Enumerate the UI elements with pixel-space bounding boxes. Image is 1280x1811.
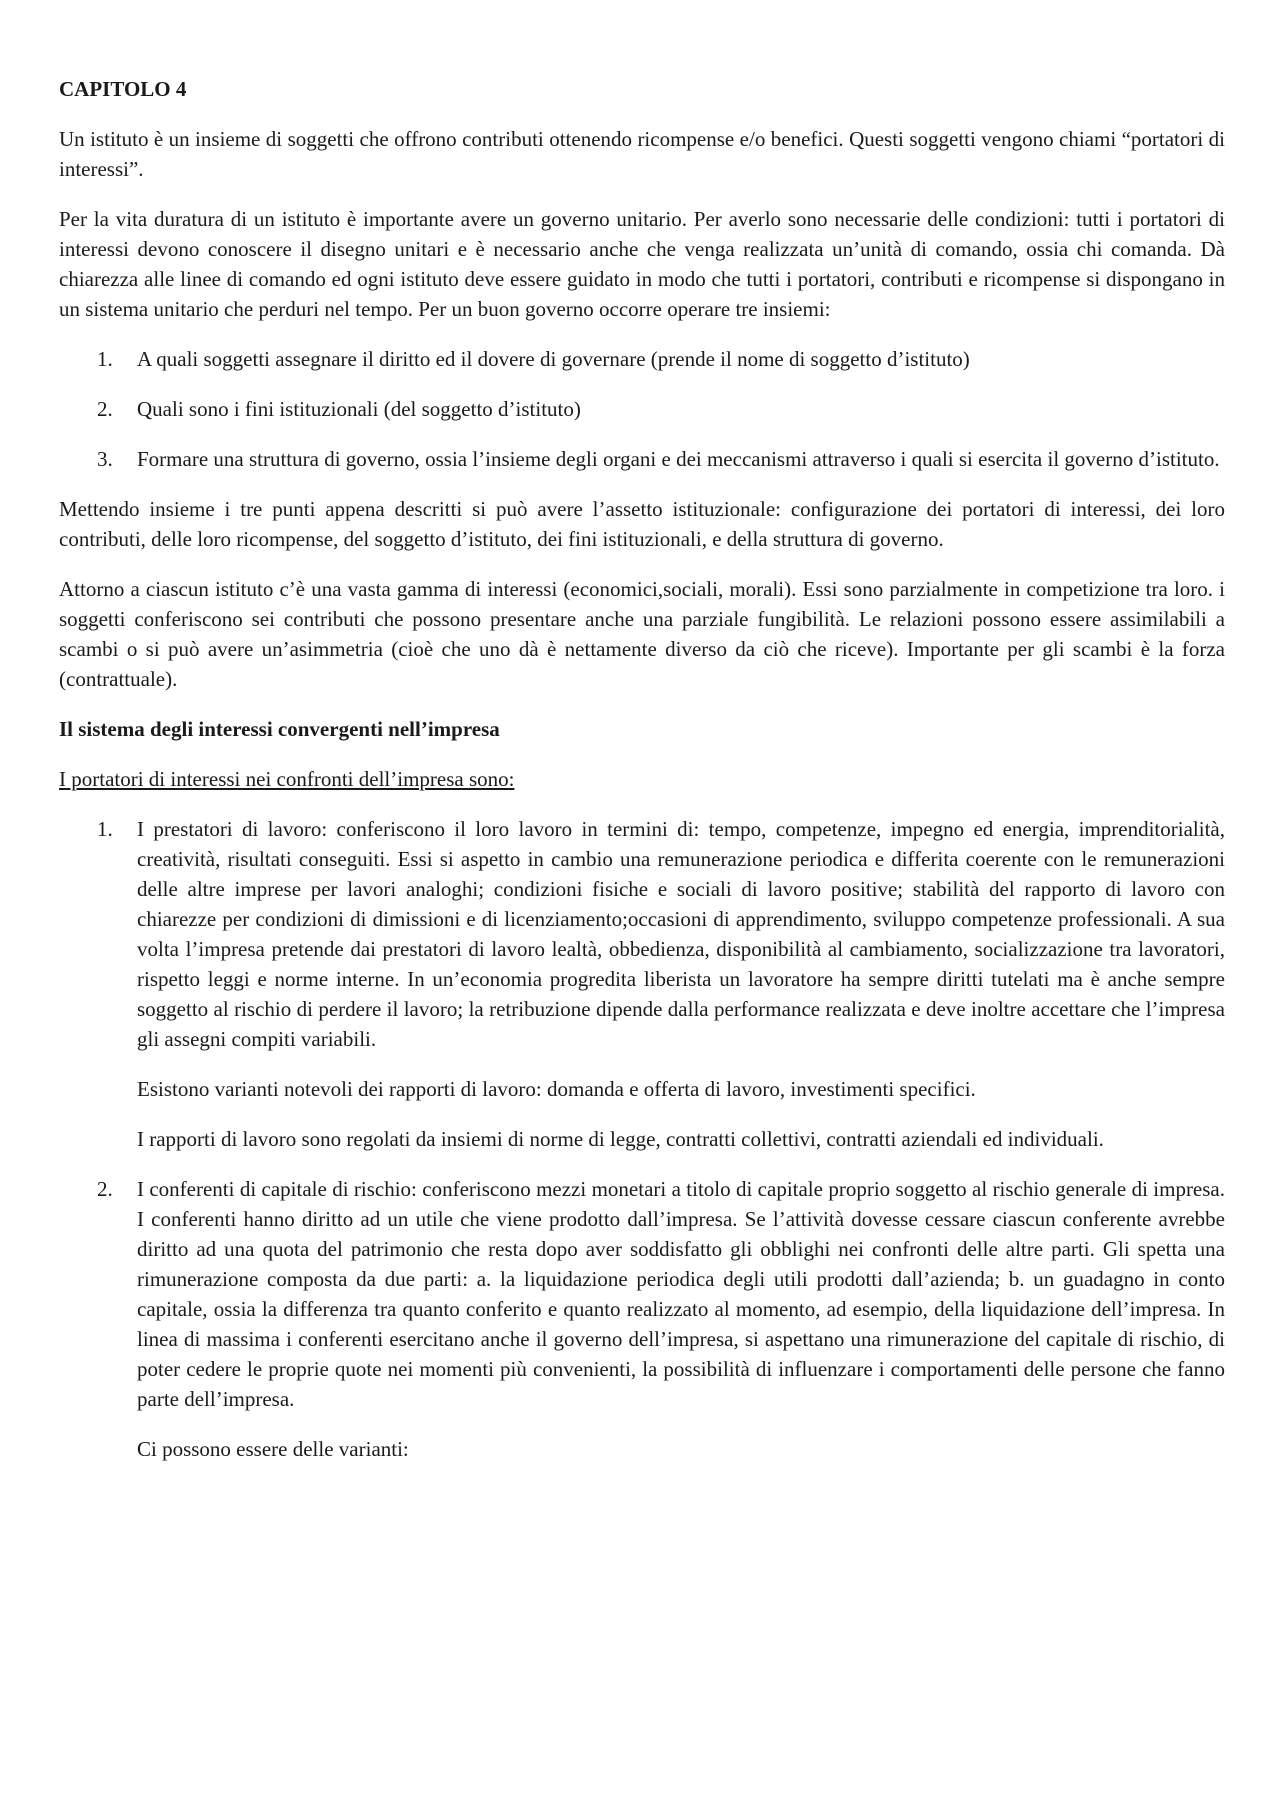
list-item-text: I prestatori di lavoro: conferiscono il loro lavoro in termini di: tempo, competenze, impegno ed energia, imprenditorialità, creatività, risultati conseguiti. Essi si aspetto in cambio una remunerazione periodica e differita coerente con le remunerazioni delle altre imprese per lavori analoghi; condizioni fisiche e sociali di lavoro positive; stabilità del rapporto di lavoro con chiarezze per condizioni di dimissioni e di licenziamento;occasioni di apprendimento, sviluppo competenze professionali. A sua volta l’impresa pretende dai prestatori di lavoro lealtà, obbedienza, disponibilità al cambiamento, socializzazione tra lavoratori, rispetto leggi e norme interne. In un’economia progredita liberista un lavoratore ha sempre diritti tutelati ma è anche sempre soggetto al rischio di perdere il lavoro; la retribuzione dipende dalla performance realizzata e deve inoltre accettare che l’impresa gli assegni compiti variabili. [137, 817, 1225, 1051]
list-item [59, 1174, 1225, 1414]
section-heading: Il sistema degli interessi convergenti nell’impresa [59, 717, 500, 741]
chapter-title: CAPITOLO 4 [59, 77, 187, 101]
list-number: 2. [97, 1177, 113, 1201]
intro-paragraph: Per la vita duratura di un istituto è importante avere un governo unitario. Per averlo sono necessarie delle condizioni: tutti i portatori di interessi devono conoscere il disegno unitari e è necessario anche che venga realizzata un’unità di comando, ossia chi comanda. Dà chiarezza alle linee di comando ed ogni istituto deve essere guidato in modo che tutti i portatori, contributi e ricompense si dispongano in un sistema unitario che perduri nel tempo. Per un buon governo occorre operare tre insiemi: [59, 207, 1225, 321]
section-subheading: I portatori di interessi nei confronti dell’impresa sono: [59, 767, 515, 791]
list-item-paragraph: Esistono varianti notevoli dei rapporti di lavoro: domanda e offerta di lavoro, investimenti specifici. [137, 1077, 976, 1101]
list-item-paragraph: Ci possono essere delle varianti: [137, 1437, 409, 1461]
body-paragraph: Attorno a ciascun istituto c’è una vasta gamma di interessi (economici,sociali, morali). Essi sono parzialmente in competizione tra loro. i soggetti conferiscono sei contributi che possono presentare anche una parziale fungibilità. Le relazioni possono essere assimilabili a scambi o si può avere un’asimmetria (cioè che uno dà è nettamente diverso da ciò che riceve). Importante per gli scambi è la forza (contrattuale). [59, 577, 1225, 691]
list-item-text: A quali soggetti assegnare il diritto ed il dovere di governare (prende il nome di soggetto d’istituto) [137, 347, 970, 371]
list-number: 1. [97, 817, 113, 841]
list-item [59, 444, 1225, 474]
list-number: 3. [97, 447, 113, 471]
list-item [59, 394, 1225, 424]
list-number: 1. [97, 347, 113, 371]
stakeholders-list [59, 814, 1225, 1054]
list-number: 2. [97, 397, 113, 421]
body-paragraph: Mettendo insieme i tre punti appena descritti si può avere l’assetto istituzionale: configurazione dei portatori di interessi, dei loro contributi, delle loro ricompense, del soggetto d’istituto, dei fini istituzionali, e della struttura di governo. [59, 497, 1225, 551]
document-page [59, 74, 1225, 1484]
governance-list [59, 344, 1225, 474]
list-item-text: Quali sono i fini istituzionali (del soggetto d’istituto) [137, 397, 581, 421]
list-item-text: Formare una struttura di governo, ossia l’insieme degli organi e dei meccanismi attraverso i quali si esercita il governo d’istituto. [137, 447, 1220, 471]
list-item-paragraph: I rapporti di lavoro sono regolati da insiemi di norme di legge, contratti collettivi, contratti aziendali ed individuali. [137, 1127, 1104, 1151]
stakeholders-list-continued [59, 1174, 1225, 1414]
list-item [59, 344, 1225, 374]
intro-paragraph: Un istituto è un insieme di soggetti che offrono contributi ottenendo ricompense e/o benefici. Questi soggetti vengono chiami “portatori di interessi”. [59, 127, 1225, 181]
list-item-text: I conferenti di capitale di rischio: conferiscono mezzi monetari a titolo di capitale proprio soggetto al rischio generale di impresa. I conferenti hanno diritto ad un utile che viene prodotto dall’impresa. Se l’attività dovesse cessare ciascun conferente avrebbe diritto ad una quota del patrimonio che resta dopo aver soddisfatto gli obblighi nei confronti delle altre parti. Gli spetta una rimunerazione composta da due parti: a. la liquidazione periodica degli utili prodotti dall’azienda; b. un guadagno in conto capitale, ossia la differenza tra quanto conferito e quanto realizzato al momento, ad esempio, della liquidazione dell’impresa. In linea di massima i conferenti esercitano anche il governo dell’impresa, si aspettano una rimunerazione del capitale di rischio, di poter cedere le proprie quote nei momenti più convenienti, la possibilità di influenzare i comportamenti delle persone che fanno parte dell’impresa. [137, 1177, 1225, 1411]
list-item [59, 814, 1225, 1054]
